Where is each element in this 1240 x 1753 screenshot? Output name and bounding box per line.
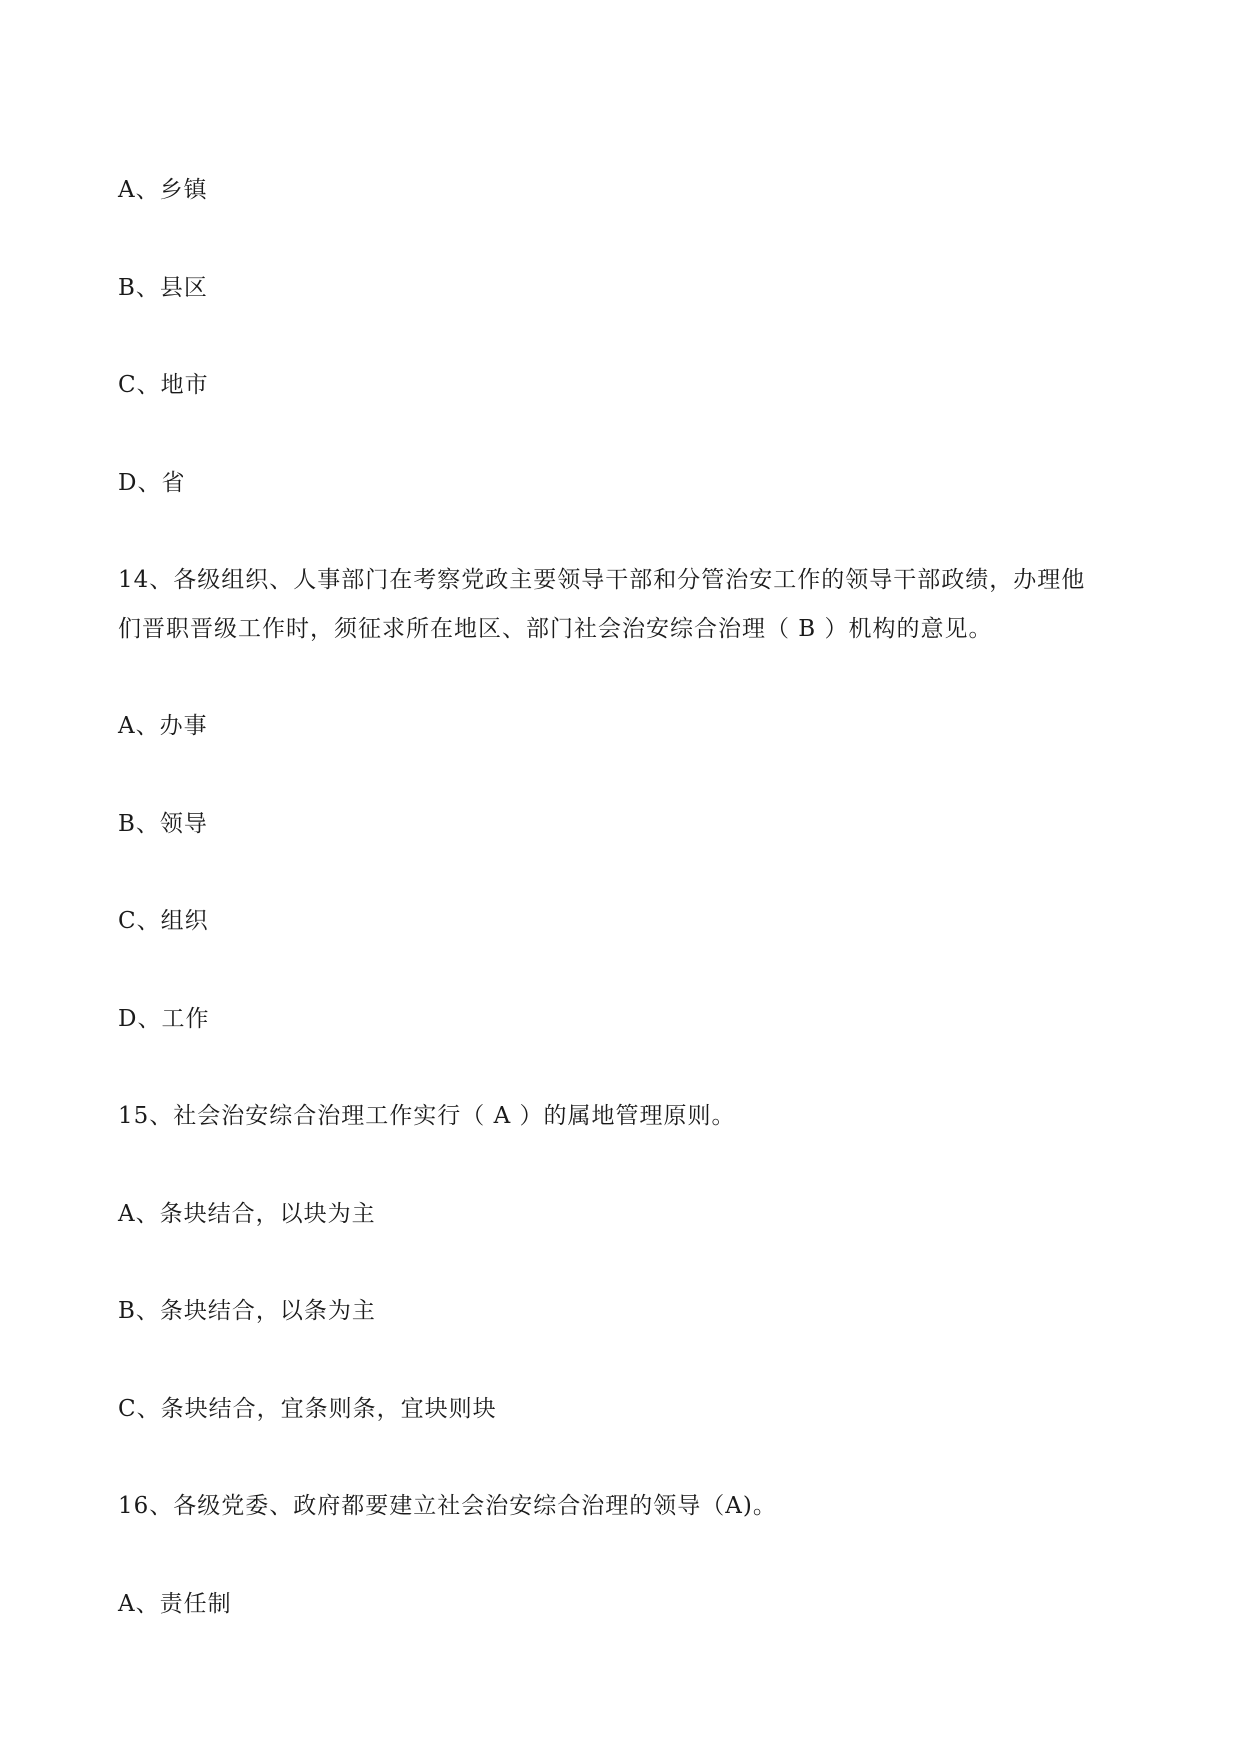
- q14-stem-line1: 14、各级组织、人事部门在考察党政主要领导干部和分管治安工作的领导干部政绩，办理他: [118, 567, 1086, 593]
- q14-option-b: B、领导: [118, 811, 208, 837]
- q14-option-c: C、组织: [118, 908, 209, 934]
- q15-option-b: B、条块结合，以条为主: [118, 1298, 376, 1324]
- q14-stem-line2: 们晋职晋级工作时，须征求所在地区、部门社会治安综合治理（ B ）机构的意见。: [118, 616, 993, 642]
- q15-option-a: A、条块结合，以块为主: [118, 1201, 376, 1227]
- q13-option-c: C、地市: [118, 372, 209, 398]
- q13-option-b: B、县区: [118, 275, 208, 301]
- q16-option-a: A、责任制: [118, 1591, 232, 1617]
- q15-stem: 15、社会治安综合治理工作实行（ A ）的属地管理原则。: [118, 1103, 736, 1129]
- q16-stem: 16、各级党委、政府都要建立社会治安综合治理的领导（A)。: [118, 1493, 777, 1519]
- q15-option-c: C、条块结合，宜条则条，宜块则块: [118, 1396, 497, 1422]
- q14-option-d: D、工作: [118, 1006, 210, 1032]
- q13-option-d: D、省: [118, 470, 186, 496]
- q14-option-a: A、办事: [118, 713, 208, 739]
- q13-option-a: A、乡镇: [118, 177, 208, 203]
